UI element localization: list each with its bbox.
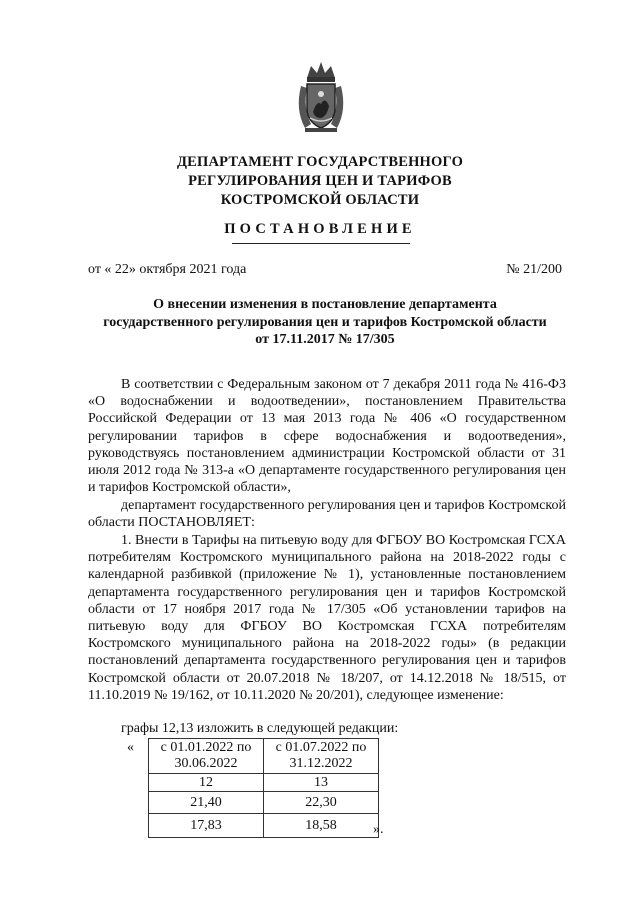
department-line: ДЕПАРТАМЕНТ ГОСУДАРСТВЕННОГО xyxy=(176,154,464,170)
table-cell: 21,40 xyxy=(149,792,264,814)
table-cell: 22,30 xyxy=(264,792,379,814)
subject-line: от 17.11.2017 № 17/305 xyxy=(255,332,395,347)
department-line: КОСТРОМСКОЙ ОБЛАСТИ xyxy=(220,192,420,208)
table-cell: 12 xyxy=(149,774,264,792)
document-title: ПОСТАНОВЛЕНИЕ xyxy=(224,221,416,237)
table-row xyxy=(149,792,379,814)
document-date: от « 22» октября 2021 года xyxy=(88,262,247,277)
table-cell: 18,58 xyxy=(264,814,379,838)
table-header-row xyxy=(149,739,379,774)
item-1-paragraph: 1. Внести в Тарифы на питьевую воду для ФГБОУ ВО Костромская ГСХА потребителям Костромского муниципального района на 2018-2022 годы с календарной разбивкой (приложение № 1), установленные постановлением департамента государственного регулирования цен и тарифов Костромской области от 17 ноября 2017 года № 17/305 «Об установлении тарифов на питьевую воду для ФГБОУ ВО Костромская ГСХА потребителям Костромского муниципального района на 2018-2022 годы» (в редакции постановлений департамента государственного регулирования цен и тарифов Костромской области от 20.07.2018 № 18/207, от 14.12.2018 № 18/515, от 11.10.2019 № 19/162, от 10.11.2020 № 20/201), следующее изменение: xyxy=(88,533,566,703)
table-column-number-row xyxy=(149,774,379,792)
subject-line: О внесении изменения в постановление департамента xyxy=(153,297,497,312)
preamble-paragraph: В соответствии с Федеральным законом от 7 декабря 2011 года № 416-ФЗ «О водоснабжении и водоотведении», постановлением Правительства Российской Федерации от 13 мая 2013 года № 406 «О государственном регулировании тарифов в сфере водоснабжения и водоотведения», руководствуясь постановлением администрации Костромской области от 31 июля 2012 года № 313-а «О департаменте государственного регулирования цен и тарифов Костромской области», xyxy=(88,377,566,496)
quote-open: « xyxy=(127,740,134,755)
coat-of-arms-icon xyxy=(293,60,349,134)
tariff-table xyxy=(148,738,379,838)
department-line: РЕГУЛИРОВАНИЯ ЦЕН И ТАРИФОВ xyxy=(188,173,452,189)
quote-close: ». xyxy=(373,822,384,837)
date-number-line xyxy=(88,262,562,278)
document-number: № 21/200 xyxy=(506,262,562,277)
table-row xyxy=(149,814,379,838)
resolution-paragraph: департамент государственного регулирования цен и тарифов Костромской области ПОСТАНОВЛЯЕТ: xyxy=(88,498,566,531)
document-subject xyxy=(78,296,572,349)
table-header-cell: с 01.01.2022 по 30.06.2022 xyxy=(149,739,264,774)
table-cell: 13 xyxy=(264,774,379,792)
title-underline xyxy=(232,243,410,244)
columns-instruction: графы 12,13 изложить в следующей редакции: xyxy=(121,721,399,736)
subject-line: государственного регулирования цен и тарифов Костромской области xyxy=(103,314,547,330)
department-name xyxy=(90,153,550,210)
table-cell: 17,83 xyxy=(149,814,264,838)
table-header-cell: с 01.07.2022 по 31.12.2022 xyxy=(264,739,379,774)
